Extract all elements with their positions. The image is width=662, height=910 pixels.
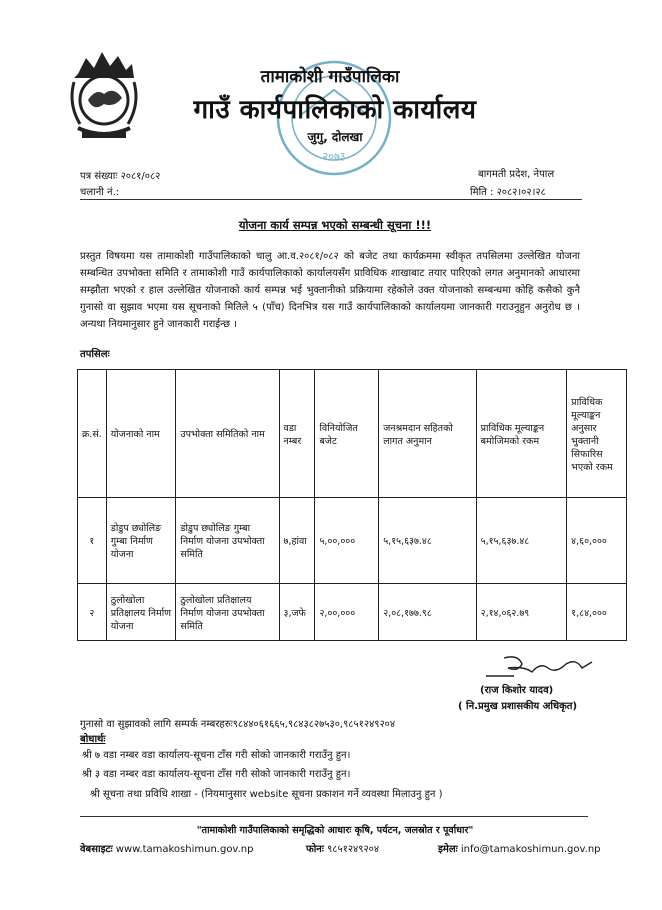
- column-header: उपभोक्ता समितिको नाम: [176, 370, 279, 498]
- table-cell: ५,००,०००: [315, 498, 379, 584]
- footer-slogan: "तामाकोशी गाउँपालिकाको समृद्धिको आधारः कृषि, पर्यटन, जलस्रोत र पूर्वाधार": [196, 825, 474, 836]
- column-header: योजनाको नाम: [106, 370, 176, 498]
- table-cell: २: [78, 584, 107, 641]
- table-cell: ३,जफे: [279, 584, 315, 641]
- stamp-code: २०७३: [322, 150, 346, 163]
- dispatch-number: चलानी नं.:: [80, 187, 120, 198]
- footer-website: [80, 841, 253, 855]
- cc-item: श्री सूचना तथा प्रविधि शाखा - (नियमानुसार website सूचना प्रकाशन गर्ने व्यवस्था मिलाउनु हुन ): [90, 789, 443, 800]
- signatory-name: (राज किशोर यादव): [480, 685, 554, 696]
- office-title: गाउँ कार्यपालिकाको कार्यालय: [193, 95, 477, 125]
- column-header: क्र.सं.: [78, 370, 107, 498]
- column-header: जनश्रमदान सहितको लागत अनुमान: [379, 370, 476, 498]
- table-cell: २,०८,१७७.९८: [379, 584, 476, 641]
- scheme-table: [77, 369, 627, 641]
- email-link[interactable]: info@tamakoshimun.gov.np: [460, 844, 601, 855]
- footer-email: [438, 841, 601, 855]
- table-cell: १: [78, 498, 107, 584]
- email-label: इमेलः: [438, 844, 458, 855]
- office-address: जुगु, दोलखा: [307, 130, 363, 144]
- phone-number: ९८५१२४९२०४: [327, 844, 380, 855]
- office-name: तामाकोशी गाउँपालिका: [260, 67, 400, 87]
- website-label: वेबसाइटः: [80, 844, 113, 855]
- signature-mark: [484, 652, 594, 680]
- nepal-emblem-icon: [64, 44, 144, 148]
- table-header-row: [78, 370, 627, 498]
- column-header: विनियोजित बजेट: [315, 370, 379, 498]
- table-cell: ठुलोखोला प्रतिक्षालय निर्माण योजना: [106, 584, 176, 641]
- table-row: [78, 498, 627, 584]
- table-cell: डोडुप छ्योलिङ गुम्बा निर्माण योजना: [106, 498, 176, 584]
- province-label: बागमती प्रदेश, नेपाल: [478, 169, 555, 180]
- footer-divider: [80, 816, 588, 817]
- column-header: प्राविधिक मूल्याङ्कन अनुसार भुक्तानी सिफारिस भएको रकम: [567, 370, 627, 498]
- cc-item: श्री ३ वडा नम्बर वडा कार्यालय-सूचना टाँस गरी सोको जानकारी गराउँनु हुन।: [82, 769, 351, 780]
- letter-number: पत्र संख्याः २०८१/०८२: [80, 171, 161, 182]
- date-label: मिति : २०८२।०२।२८: [470, 187, 546, 198]
- footer-phone: [306, 841, 379, 855]
- website-link[interactable]: www.tamakoshimun.gov.np: [115, 844, 254, 855]
- table-cell: २,००,०००: [315, 584, 379, 641]
- notice-body: प्रस्तुत विषयमा यस तामाकोशी गाउँपालिकाको चालु आ.व.२०८१/०८२ को बजेट तथा कार्यक्रममा स्वीकृत तपसिलमा उल्लेखित योजना सम्बन्धित उपभोक्ता समिति र तामाकोशी गाउँ कार्यपालिकाको कार्यालयसँग प्राविधिक शाखाबाट तयार पारिएको लगत अनुमानको आधारमा सम्झौता भएको र हाल उल्लेखित योजनाको कार्य सम्पन्न भई भुक्तानीको प्रक्रियामा रहेकोले उक्त योजनाको सम्बन्धमा कोहि कसैको कुनै गुनासो वा सुझाव भएमा यस सूचनाको मितिले ५ (पाँच) दिनभित्र यस गाउँ कार्यपालिकाको कार्यालयमा जानकारी गराउनुहुन अनुरोध छ । अन्यथा नियमानुसार हुने जानकारी गराईन्छ ।: [80, 251, 580, 330]
- column-header: प्राविधिक मूल्याङ्कन बमोजिमको रकम: [476, 370, 567, 498]
- signatory-post: ( नि.प्रमुख प्रशासकीय अधिकृत): [458, 701, 578, 712]
- table-cell: ठुलोखोला प्रतिक्षालय निर्माण योजना उपभोक्ता समिति: [176, 584, 279, 641]
- table-cell: १,८४,०००: [567, 584, 627, 641]
- cc-label: बोधार्थः: [80, 734, 106, 745]
- details-label: तपसिलः: [80, 349, 110, 360]
- table-cell: २,१४,०६२.७९: [476, 584, 567, 641]
- header-divider: [80, 199, 582, 200]
- table-row: [78, 584, 627, 641]
- table-cell: ५,१५,६३७.४८: [379, 498, 476, 584]
- phone-label: फोनः: [306, 844, 324, 855]
- table-cell: ७,हांवा: [279, 498, 315, 584]
- table-cell: ५,१५,६३७.४८: [476, 498, 567, 584]
- table-cell: ४,६०,०००: [567, 498, 627, 584]
- table-cell: डोडुप छ्योलिङ गुम्बा निर्माण योजना उपभोक्ता समिति: [176, 498, 279, 584]
- notice-title: योजना कार्य सम्पन्न भएको सम्बन्धी सूचना !!!: [238, 218, 432, 232]
- cc-item: श्री ७ वडा नम्बर वडा कार्यालय-सूचना टाँस गरी सोको जानकारी गराउँनु हुन।: [82, 750, 351, 761]
- contact-numbers: गुनासो वा सुझावको लागि सम्पर्क नम्बरहरुः९८४४०६१६६५,९८४३८२७५३०,९८५१२४९२०४: [80, 719, 396, 730]
- column-header: वडा नम्बर: [279, 370, 315, 498]
